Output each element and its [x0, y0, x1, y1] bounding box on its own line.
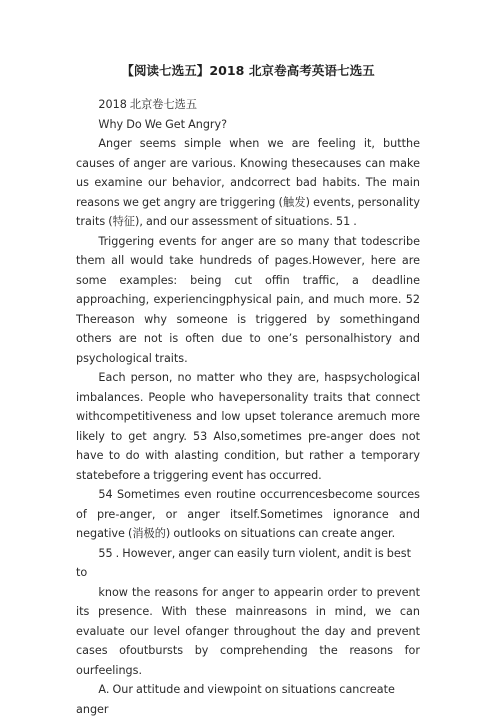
passage-title: Why Do We Get Angry?	[98, 117, 228, 131]
paragraph: Triggering events for anger are so many that todescribe them all would take hundreds of pages.However, here are some examples: being cut offin traffic, a deadline approaching, experiencingphysical pain, and much more. 52 Thereason why someone is triggered by somethingand others are not is often due to one’s personalhistory and psychological traits.	[76, 234, 420, 365]
paragraph: Anger seems simple when we are feeling it, butthe causes of anger are various. Knowing thesecauses can make us examine our behavior, andcorrect bad habits. The main reasons we get angry are triggering (触发) events, personality traits (特征), and our assessment of situations. 51 .	[76, 137, 420, 228]
paragraph: 54 Sometimes even routine occurrencesbecome sources of pre-anger, or anger itself.Sometimes ignorance and negative (消极的) outlooks on situations can create anger.	[76, 488, 420, 540]
document-title: 【阅读七选五】2018 北京卷高考英语七选五	[121, 63, 375, 78]
paragraph: Each person, no matter who they are, haspsychological imbalances. People who havepersonality traits that connect withcompetitiveness and low upset tolerance aremuch more likely to get angry. 53 Also,sometimes pre-anger does not have to do with alasting condition, but rather a temporary statebefore a triggering event has occurred.	[76, 371, 420, 482]
paragraph: 55 . However, anger can easily turn violent, andit is best to	[76, 546, 411, 579]
subtitle-line: 2018 北京卷七选五	[98, 98, 198, 111]
option-a: A. Our attitude and viewpoint on situations cancreate anger	[76, 683, 395, 716]
paragraph: know the reasons for anger to appearin order to prevent its presence. With these mainreasons in mind, we can evaluate our level ofanger throughout the day and prevent cases ofoutbursts by comprehending the reasons for ourfeelings.	[76, 585, 420, 677]
